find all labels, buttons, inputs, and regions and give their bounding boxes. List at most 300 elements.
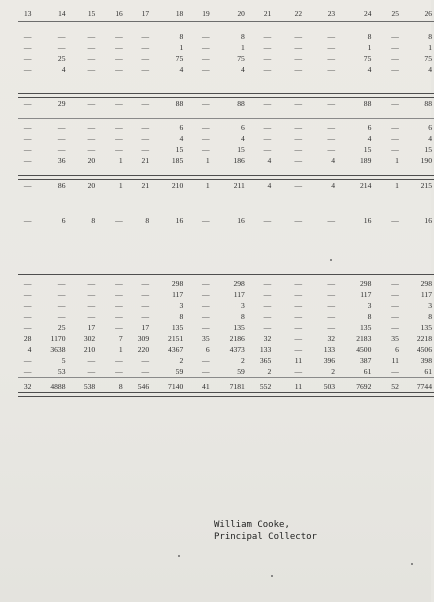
table-cell: — <box>23 64 32 74</box>
table-cell: 35 <box>391 333 399 343</box>
table-cell: — <box>115 278 123 288</box>
column-header: 24 <box>337 10 373 22</box>
table-cell: 117 <box>172 289 184 299</box>
table-cell: 117 <box>420 289 432 299</box>
table-cell: 4 <box>367 133 372 143</box>
table-cell: — <box>327 31 336 41</box>
table-cell: 4 <box>428 133 432 143</box>
table-cell: — <box>115 215 123 225</box>
table-cell: 6 <box>395 344 399 354</box>
table-cell: 41 <box>202 381 210 391</box>
table-cell: 1 <box>395 180 399 190</box>
table-cell: 25 <box>57 53 66 63</box>
table-cell: — <box>57 42 66 52</box>
table-cell: 16 <box>237 215 245 225</box>
column-header: 13 <box>18 10 33 22</box>
table-cell: — <box>202 300 210 310</box>
table-cell: — <box>391 215 399 225</box>
table-cell: — <box>23 215 32 225</box>
table-cell: 59 <box>175 366 184 376</box>
column-header: 14 <box>33 10 67 22</box>
table-cell: — <box>23 366 32 376</box>
table-cell: — <box>57 278 66 288</box>
table-cell: — <box>115 322 123 332</box>
table-cell: — <box>87 311 96 321</box>
table-cell: — <box>294 64 303 74</box>
table-cell: 298 <box>420 278 432 288</box>
table-cell: — <box>115 144 123 154</box>
table-cell: — <box>23 322 32 332</box>
table-row <box>18 355 434 366</box>
table-row <box>18 53 434 64</box>
table-cell: 2 <box>267 366 272 376</box>
table-cell: 1 <box>205 155 210 165</box>
table-cell: 11 <box>391 355 399 365</box>
table-cell: — <box>294 53 303 63</box>
table-cell: — <box>23 278 32 288</box>
row-gap <box>18 84 434 94</box>
table-cell: 135 <box>233 322 245 332</box>
table-cell: 32 <box>23 381 32 391</box>
table-cell: — <box>202 366 210 376</box>
table-cell: 546 <box>137 381 150 391</box>
paper-speck <box>411 563 413 565</box>
table-cell: — <box>391 144 399 154</box>
table-cell: — <box>294 366 303 376</box>
table-row <box>18 366 434 378</box>
column-header: 19 <box>185 10 211 22</box>
table-cell: — <box>202 215 210 225</box>
table-cell: — <box>294 155 303 165</box>
column-header: 20 <box>212 10 247 22</box>
table-cell: 220 <box>137 344 150 354</box>
column-header: 26 <box>401 10 434 22</box>
table-cell: — <box>141 278 150 288</box>
column-header: 16 <box>97 10 125 22</box>
table-cell: 2186 <box>229 333 245 343</box>
table-cell: 396 <box>323 355 336 365</box>
table-cell: — <box>263 64 272 74</box>
table-cell: 1 <box>395 155 399 165</box>
table-cell: 7 <box>118 333 123 343</box>
table-cell: — <box>263 322 272 332</box>
table-cell: — <box>115 355 123 365</box>
table-cell: 4506 <box>416 344 432 354</box>
table-cell: 75 <box>363 53 372 63</box>
table-cell: — <box>23 355 32 365</box>
table-cell: 61 <box>363 366 372 376</box>
table-cell: — <box>294 31 303 41</box>
table-cell: 6 <box>179 122 184 132</box>
signature-block <box>214 519 317 543</box>
table-cell: 4500 <box>356 344 372 354</box>
table-cell: — <box>263 215 272 225</box>
table-cell: — <box>202 31 210 41</box>
table-row <box>18 381 434 393</box>
table-cell: 3 <box>241 300 245 310</box>
table-cell: — <box>87 98 96 108</box>
table-cell: — <box>23 311 32 321</box>
table-cell: — <box>87 366 96 376</box>
table-cell: — <box>263 133 272 143</box>
table-cell: — <box>23 31 32 41</box>
table-cell: — <box>87 64 96 74</box>
table-cell: 8 <box>241 311 245 321</box>
signatory-title: Principal Collector <box>214 532 317 542</box>
table-cell: — <box>327 98 336 108</box>
table-cell: — <box>202 42 210 52</box>
table-cell: — <box>294 144 303 154</box>
table-cell: 1 <box>367 42 372 52</box>
table-cell: 6 <box>241 122 245 132</box>
table-cell: 28 <box>23 333 32 343</box>
table-cell: 16 <box>363 215 372 225</box>
table-cell: — <box>327 122 336 132</box>
table-cell: 189 <box>360 155 372 165</box>
table-cell: — <box>87 355 96 365</box>
table-cell: 538 <box>83 381 96 391</box>
table-cell: 5 <box>61 355 66 365</box>
table-cell: — <box>141 98 150 108</box>
table-cell: — <box>202 144 210 154</box>
table-row <box>18 155 434 166</box>
table-cell: — <box>327 278 336 288</box>
table-cell: 75 <box>237 53 245 63</box>
paper-speck <box>330 259 332 261</box>
table-cell: 15 <box>363 144 372 154</box>
table-cell: 88 <box>237 98 245 108</box>
table-cell: — <box>87 133 96 143</box>
table-cell: — <box>57 122 66 132</box>
table-cell: 4 <box>428 64 432 74</box>
table-cell: 8 <box>118 381 123 391</box>
table-cell: — <box>57 133 66 143</box>
table-cell: — <box>115 53 123 63</box>
table-cell: 4 <box>241 133 245 143</box>
table-cell: — <box>141 122 150 132</box>
table-cell: — <box>57 144 66 154</box>
table-cell: 2218 <box>416 333 432 343</box>
table-cell: 7692 <box>356 381 372 391</box>
table-cell: — <box>327 300 336 310</box>
table-cell: 4 <box>331 155 336 165</box>
row-gap <box>18 191 434 215</box>
table-cell: — <box>115 98 123 108</box>
table-cell: — <box>391 64 399 74</box>
table-cell: — <box>294 289 303 299</box>
table-cell: 8 <box>91 215 96 225</box>
table-cell: 21 <box>141 180 150 190</box>
table-cell: — <box>23 180 32 190</box>
column-header: 23 <box>304 10 337 22</box>
table-cell: 210 <box>171 180 184 190</box>
table-cell: 8 <box>145 215 150 225</box>
row-gap <box>18 226 434 250</box>
table-cell: 61 <box>424 366 432 376</box>
table-row <box>18 278 434 289</box>
column-header: 22 <box>273 10 304 22</box>
table-cell: 3 <box>428 300 432 310</box>
table-cell: — <box>87 289 96 299</box>
table-cell: — <box>141 42 150 52</box>
table-cell: — <box>263 53 272 63</box>
table-cell: 135 <box>420 322 432 332</box>
table-cell: 75 <box>424 53 432 63</box>
table-cell: — <box>57 31 66 41</box>
table-cell: — <box>294 215 303 225</box>
paper-speck <box>178 555 180 557</box>
table-cell: — <box>57 300 66 310</box>
table-cell: 6 <box>61 215 66 225</box>
table-cell: — <box>391 300 399 310</box>
table-cell: — <box>141 31 150 41</box>
table-cell: — <box>202 355 210 365</box>
table-row <box>18 289 434 300</box>
table-cell: 4 <box>267 180 272 190</box>
table-cell: 398 <box>420 355 432 365</box>
table-row <box>18 344 434 355</box>
table-cell: — <box>141 133 150 143</box>
table-cell: 6 <box>367 122 372 132</box>
table-cell: 3 <box>179 300 184 310</box>
table-cell: — <box>202 289 210 299</box>
table-cell: — <box>87 122 96 132</box>
table-cell: 32 <box>327 333 336 343</box>
table-cell: 8 <box>241 31 245 41</box>
table-cell: — <box>294 42 303 52</box>
table-cell: 309 <box>137 333 150 343</box>
table-cell: 36 <box>57 155 66 165</box>
table-cell: 117 <box>360 289 372 299</box>
table-cell: — <box>327 289 336 299</box>
table-cell: 2 <box>241 355 245 365</box>
table-cell: — <box>263 289 272 299</box>
table-cell: — <box>294 122 303 132</box>
table-cell: — <box>115 64 123 74</box>
table-cell: 503 <box>323 381 336 391</box>
table-cell: — <box>294 344 303 354</box>
column-header: 21 <box>247 10 273 22</box>
table-cell: 11 <box>294 381 303 391</box>
table-cell: 59 <box>237 366 245 376</box>
table-cell: 8 <box>367 311 372 321</box>
table-cell: 1 <box>179 42 184 52</box>
table-cell: — <box>294 98 303 108</box>
table-cell: — <box>141 300 150 310</box>
row-gap <box>18 250 434 275</box>
table-cell: — <box>141 366 150 376</box>
rule-double <box>18 393 434 397</box>
table-body <box>18 22 434 397</box>
table-cell: — <box>23 133 32 143</box>
table-cell: 88 <box>363 98 372 108</box>
table-cell: — <box>141 64 150 74</box>
table-cell: 214 <box>360 180 372 190</box>
table-cell: — <box>23 144 32 154</box>
table-cell: 211 <box>233 180 245 190</box>
table-cell: — <box>202 64 210 74</box>
table-cell: 53 <box>57 366 66 376</box>
table-cell: 15 <box>424 144 432 154</box>
table-cell: 4 <box>179 64 184 74</box>
table-cell: 1 <box>205 180 210 190</box>
table-cell: — <box>327 322 336 332</box>
column-header: 17 <box>125 10 151 22</box>
column-header-row <box>18 10 434 22</box>
table-cell: 7140 <box>168 381 184 391</box>
table-cell: 1 <box>118 155 123 165</box>
table-cell: 17 <box>87 322 96 332</box>
table-cell: — <box>391 366 399 376</box>
table-cell: 20 <box>87 180 96 190</box>
table-cell: 298 <box>360 278 372 288</box>
table-cell: 15 <box>237 144 245 154</box>
table-cell: — <box>115 122 123 132</box>
table-cell: — <box>115 133 123 143</box>
table-cell: 1 <box>118 180 123 190</box>
table-cell: — <box>23 155 32 165</box>
paper-speck <box>271 575 273 577</box>
table-cell: 29 <box>57 98 66 108</box>
table-cell: — <box>141 53 150 63</box>
table-cell: 11 <box>294 355 303 365</box>
table-cell: — <box>294 133 303 143</box>
table-cell: 302 <box>83 333 96 343</box>
table-cell: — <box>327 311 336 321</box>
table-cell: 8 <box>428 311 432 321</box>
table-cell: — <box>391 98 399 108</box>
table-cell: 186 <box>233 155 245 165</box>
table-cell: — <box>391 133 399 143</box>
table-cell: 7181 <box>229 381 245 391</box>
table-cell: — <box>141 289 150 299</box>
table-cell: 387 <box>360 355 372 365</box>
table-cell: — <box>391 278 399 288</box>
table-row <box>18 311 434 322</box>
table-cell: — <box>327 42 336 52</box>
table-cell: — <box>391 53 399 63</box>
table-cell: 3 <box>367 300 372 310</box>
table-cell: — <box>57 289 66 299</box>
table-cell: — <box>391 289 399 299</box>
table-cell: 133 <box>259 344 272 354</box>
table-cell: — <box>294 322 303 332</box>
table-cell: — <box>391 42 399 52</box>
column-header: 15 <box>68 10 98 22</box>
row-gap <box>18 22 434 32</box>
table-cell: — <box>294 300 303 310</box>
table-cell: 88 <box>175 98 184 108</box>
table-cell: 117 <box>233 289 245 299</box>
table-cell: 552 <box>259 381 272 391</box>
table-cell: — <box>263 300 272 310</box>
table-row <box>18 333 434 344</box>
table-cell: 8 <box>179 311 184 321</box>
table-cell: 4 <box>179 133 184 143</box>
table-cell: 4888 <box>50 381 66 391</box>
table-cell: 298 <box>233 278 245 288</box>
table-cell: — <box>87 31 96 41</box>
table-cell: — <box>23 42 32 52</box>
table-cell: — <box>115 300 123 310</box>
table-row <box>18 215 434 226</box>
table-cell: — <box>263 311 272 321</box>
table-cell: — <box>263 42 272 52</box>
table-cell: — <box>327 133 336 143</box>
table-cell: 88 <box>424 98 432 108</box>
column-header: 18 <box>151 10 185 22</box>
table-cell: 17 <box>141 322 150 332</box>
table-cell: — <box>327 64 336 74</box>
table-row <box>18 180 434 192</box>
table-cell: — <box>87 42 96 52</box>
table-cell: — <box>141 144 150 154</box>
table-row <box>18 144 434 155</box>
table-cell: 1170 <box>50 333 66 343</box>
table-cell: 298 <box>171 278 184 288</box>
table-cell: 1 <box>118 344 123 354</box>
table-cell: 7744 <box>416 381 432 391</box>
table-cell: — <box>141 355 150 365</box>
table-cell: 4 <box>27 344 32 354</box>
table-cell: — <box>141 311 150 321</box>
table-cell: 210 <box>83 344 96 354</box>
table-cell: 20 <box>87 155 96 165</box>
table-cell: 4 <box>367 64 372 74</box>
table-cell: 4 <box>241 64 245 74</box>
table-cell: — <box>87 278 96 288</box>
table-cell: — <box>294 180 303 190</box>
table-cell: — <box>202 122 210 132</box>
table-cell: — <box>263 31 272 41</box>
table-cell: — <box>202 53 210 63</box>
table-cell: 21 <box>141 155 150 165</box>
row-gap <box>18 109 434 119</box>
table-cell: — <box>294 278 303 288</box>
table-cell: 4 <box>331 180 336 190</box>
table-cell: — <box>23 122 32 132</box>
table-cell: 75 <box>175 53 184 63</box>
table-cell: 25 <box>57 322 66 332</box>
table-cell: 8 <box>179 31 184 41</box>
table-cell: 32 <box>263 333 272 343</box>
table-cell: — <box>202 133 210 143</box>
table-cell: — <box>391 322 399 332</box>
table-cell: 365 <box>259 355 272 365</box>
table-cell: — <box>23 289 32 299</box>
table-cell: — <box>87 300 96 310</box>
table-cell: — <box>327 215 336 225</box>
table-cell: — <box>115 366 123 376</box>
table-cell: — <box>23 53 32 63</box>
table-cell: — <box>115 311 123 321</box>
row-gap <box>18 75 434 84</box>
table-cell: 8 <box>428 31 432 41</box>
table-cell: 86 <box>57 180 66 190</box>
table-cell: 4 <box>61 64 66 74</box>
table-cell: — <box>202 278 210 288</box>
table-cell: — <box>391 31 399 41</box>
table-cell: — <box>327 53 336 63</box>
table-cell: — <box>263 144 272 154</box>
row-gap <box>18 166 434 176</box>
table-cell: — <box>391 122 399 132</box>
table-cell: — <box>202 98 210 108</box>
column-header: 25 <box>373 10 401 22</box>
table-cell: — <box>115 42 123 52</box>
table-cell: 3638 <box>50 344 66 354</box>
table-cell: 215 <box>420 180 432 190</box>
